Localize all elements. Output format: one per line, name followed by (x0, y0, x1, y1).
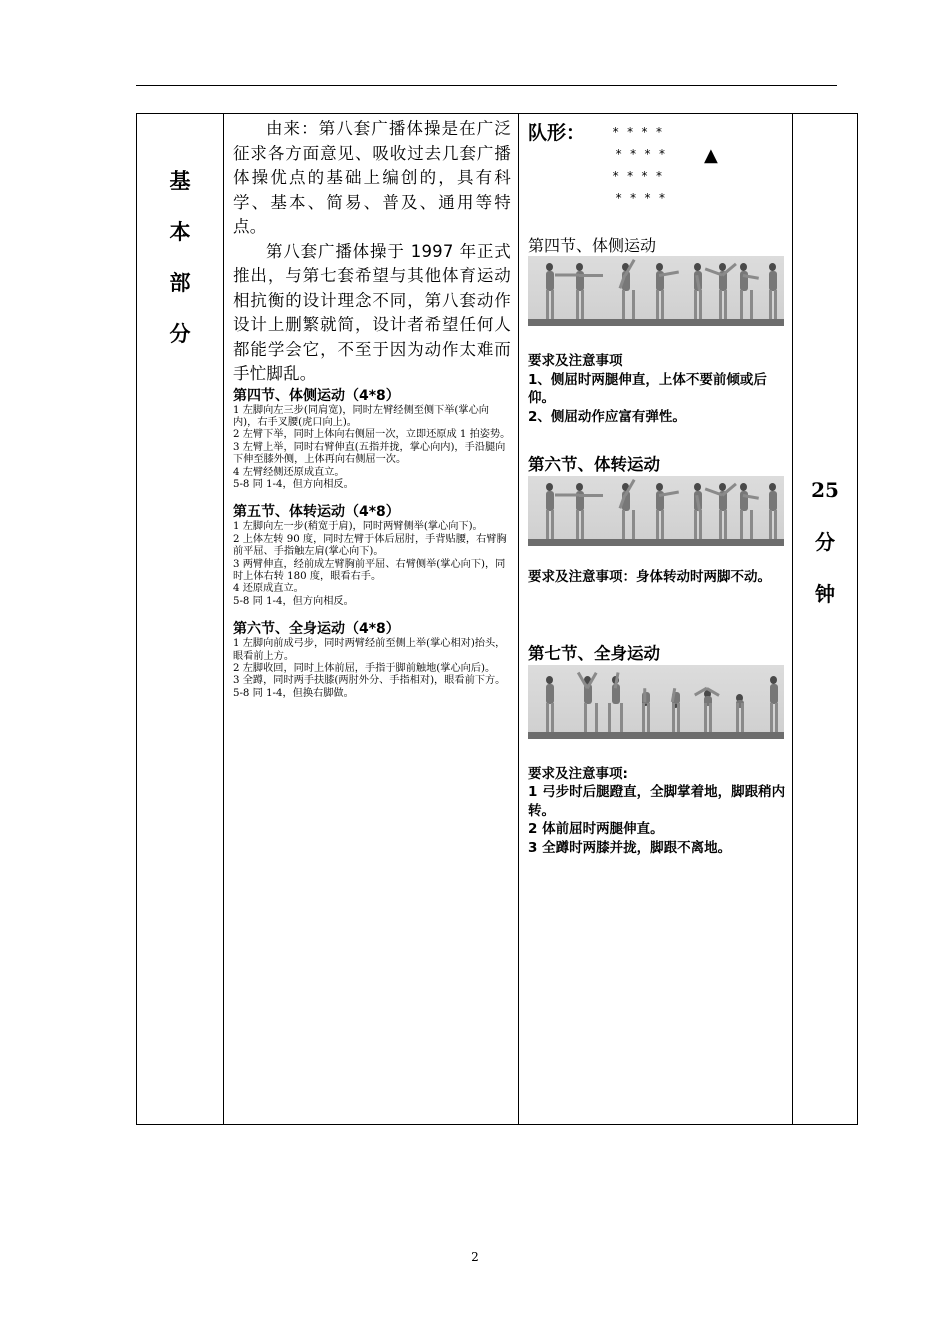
section-char: 基 (169, 169, 191, 193)
exercise-heading-sec6: 第六节、全身运动（4*8） (233, 621, 400, 638)
header-rule (136, 85, 837, 86)
formation-row: * * * * (615, 147, 666, 161)
formation-label: 队形： (528, 122, 586, 144)
time-cell (793, 114, 858, 1125)
teacher-triangle-icon: ▲ (704, 145, 718, 166)
gymnast-figure (640, 259, 680, 319)
requirements-title-sec7: 要求及注意事项: (528, 765, 628, 782)
gymnast-figure (560, 259, 600, 319)
step-item: 3 全蹲，同时两手扶膝(两肘外分、手指相对)，眼看前下方。 (233, 675, 506, 687)
section-title (137, 114, 223, 370)
step-item: 3 两臂伸直，经前成左臂胸前平屈、右臂侧举(掌心向下)，同时上体右转 180 度，眼看右手。 (233, 558, 506, 582)
formation-row: * * * * (612, 125, 663, 139)
step-item: 5-8 同 1-4，但换右脚做。 (233, 687, 354, 699)
exercise-steps-sec4 (233, 405, 511, 492)
step-item: 1 左脚向左一步(稍宽于肩)，同时两臂侧举(掌心向下)。 (233, 521, 483, 533)
section-char: 分 (169, 322, 191, 346)
time-unit-char: 分 (815, 530, 835, 554)
exercise-photo-strip-sec6 (528, 476, 784, 546)
lesson-plan-table (136, 113, 858, 1125)
time-unit-char: 钟 (815, 582, 835, 606)
intro-paragraph-history: 第八套广播体操于 1997 年正式推出，与第七套希望与其他体育运动相抗衡的设计理念不同，第八套动作设计上删繁就简，设计者希望任何人都能学会它，不至于因为动作太难而手忙脚乱。 (233, 241, 511, 383)
photo-floor (528, 732, 784, 739)
requirement-line: 2 体前屈时两腿伸直。 (528, 821, 664, 837)
requirement-line: 1 弓步时后腿蹬直，全脚掌着地，脚跟稍内转。 (528, 784, 786, 819)
step-item: 2 上体左转 90 度，同时左臂于体后屈肘，手背贴腰，右臂胸前平屈、手指触左肩(掌心向下)。 (233, 533, 507, 558)
formation-rows (612, 121, 666, 209)
requirement-line: 2、侧屈动作应富有弹性。 (528, 408, 686, 425)
step-item: 5-8 同 1-4，但方向相反。 (233, 478, 354, 490)
gymnast-figure (560, 479, 600, 539)
requirement-line: 1、侧屈时两腿伸直，上体不要前倾或后仰。 (528, 371, 767, 406)
section-cell (137, 114, 224, 1125)
page-number: 2 (471, 1250, 479, 1264)
step-item: 1 左脚向左三步(同肩宽)，同时左臂经侧至侧下举(掌心向内)，右手叉腰(虎口向上)。 (233, 404, 489, 428)
step-item: 4 还原成直立。 (233, 583, 304, 595)
step-item: 3 左臂上举，同时右臂伸直(五指并拢，掌心向内)，手沿腿向下伸至膝外侧，上体再向右侧屈一次。 (233, 441, 506, 466)
gymnast-figure (530, 672, 570, 732)
exercise-steps-sec6 (233, 638, 511, 700)
step-item: 5-8 同 1-4，但方向相反。 (233, 595, 354, 607)
time-allocation (793, 114, 857, 634)
method-cell (519, 114, 793, 1125)
section-char: 部 (169, 271, 191, 295)
exercise-photo-strip-sec7 (528, 665, 784, 739)
exercise-heading-sec4: 第四节、体侧运动（4*8） (233, 387, 400, 404)
exercise-steps-sec5 (233, 521, 511, 608)
requirements-text-sec6: 要求及注意事项：身体转动时两脚不动。 (528, 569, 771, 585)
gymnast-figure (753, 259, 784, 319)
exercise-photo-strip-sec4 (528, 256, 784, 326)
formation-diagram (528, 118, 792, 236)
formation-row: * * * * (612, 169, 663, 183)
step-item: 2 左脚收回，同时上体前屈，手指于脚前触地(掌心向后)。 (233, 663, 496, 674)
gymnast-figure (754, 672, 784, 732)
requirement-line: 3 全蹲时两膝并拢，脚跟不离地。 (528, 839, 732, 856)
photo-floor (528, 319, 784, 326)
photo-floor (528, 539, 784, 546)
content-cell (224, 114, 519, 1125)
method-title-sec6: 第六节、体转运动 (528, 455, 660, 474)
gymnast-figure (640, 479, 680, 539)
requirements-title-sec4: 要求及注意事项 (528, 353, 623, 369)
exercise-heading-sec5: 第五节、体转运动（4*8） (233, 504, 400, 521)
intro-text (233, 117, 511, 387)
gymnast-figure (753, 479, 784, 539)
step-item: 4 左臂经侧还原成直立。 (233, 466, 345, 478)
formation-row: * * * * (615, 191, 666, 205)
step-item: 2 左臂下举，同时上体向右侧屈一次，立即还原成 1 拍姿势。 (233, 429, 511, 441)
intro-paragraph-origin: 由来：第八套广播体操是在广泛征求各方面意见、吸收过去几套广播体操优点的基础上编创的，具有科学、基本、简易、普及、通用等特点。 (233, 119, 511, 236)
method-title-sec7: 第七节、全身运动 (528, 643, 660, 663)
step-item: 1 左脚向前成弓步，同时两臂经前至侧上举(掌心相对)抬头，眼看前上方。 (233, 638, 506, 662)
time-value: 25 (811, 478, 839, 502)
section-char: 本 (169, 220, 191, 244)
method-title-sec4: 第四节、体侧运动 (528, 236, 657, 255)
